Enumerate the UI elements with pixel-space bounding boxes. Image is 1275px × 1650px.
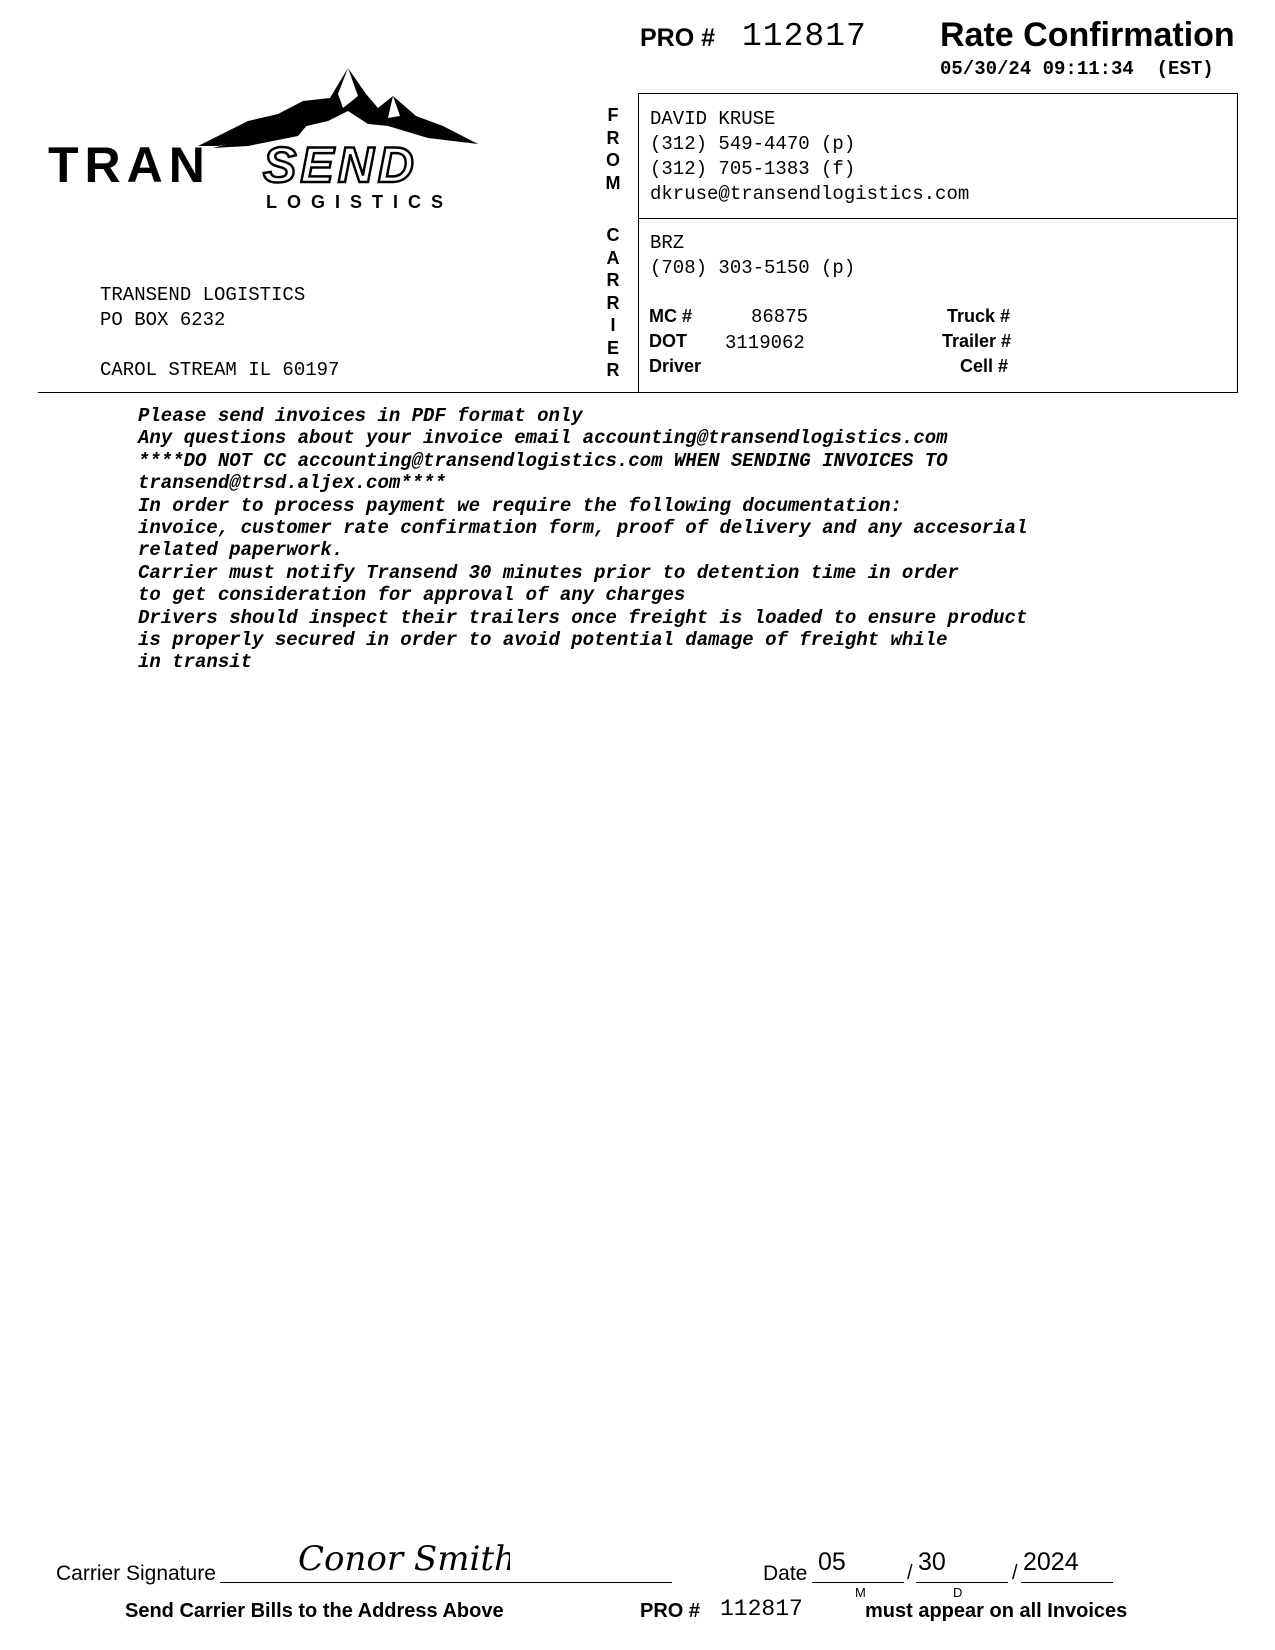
from-phone: (312) 549-4470 (p)	[650, 133, 856, 155]
date-label: Date	[763, 1562, 808, 1585]
pro-number: 112817	[742, 18, 867, 55]
dot-value: 3119062	[725, 332, 805, 354]
remit-address	[100, 283, 339, 383]
must-appear-note: must appear on all Invoices	[865, 1600, 1128, 1622]
logo-name-part2: SEND	[263, 137, 418, 193]
send-bills-note: Send Carrier Bills to the Address Above	[125, 1600, 504, 1622]
remit-city-state-zip: CAROL STREAM IL 60197	[100, 359, 340, 381]
from-email[interactable]: dkruse@transendlogistics.com	[650, 183, 970, 205]
carrier-signature[interactable]	[290, 1530, 510, 1586]
note-line: Please send invoices in PDF format only	[138, 405, 583, 427]
truck-label: Truck #	[947, 306, 1011, 326]
signature-name: Conor Smith	[298, 1539, 510, 1579]
carrier-phone: (708) 303-5150 (p)	[650, 257, 856, 279]
page-title: Rate Confirmation	[940, 16, 1235, 54]
note-line: related paperwork.	[138, 539, 344, 562]
carrier-name: BRZ	[650, 232, 685, 254]
note-line: Drivers should inspect their trailers once freight is loaded to ensure product	[138, 606, 1028, 629]
notes-block	[138, 405, 1027, 674]
header-rule	[38, 392, 1238, 393]
pro-label: PRO #	[640, 24, 716, 52]
date-month-sublabel: M	[855, 1585, 866, 1600]
date-year[interactable]: 2024	[1023, 1548, 1079, 1576]
note-line: in transit	[138, 651, 253, 674]
driver-label: Driver	[649, 356, 702, 376]
date-month-line	[812, 1582, 904, 1583]
note-line: invoice, customer rate confirmation form, proof of delivery and any accesorial	[138, 516, 1028, 539]
date-slash: /	[1012, 1562, 1018, 1584]
remit-line2: PO BOX 6232	[100, 309, 226, 331]
document-datetime: 05/30/24 09:11:34 (EST)	[940, 58, 1214, 80]
date-day[interactable]: 30	[918, 1548, 946, 1576]
trailer-label: Trailer #	[942, 331, 1012, 351]
note-line: ****DO NOT CC accounting@transendlogistics.com WHEN SENDING INVOICES TO	[138, 449, 948, 472]
mountain-logo-icon	[48, 66, 508, 226]
logo-name-part1: TRAN	[48, 137, 211, 193]
date-slash: /	[907, 1562, 913, 1584]
note-line: In order to process payment we require the following documentation:	[138, 494, 902, 517]
note-line: transend@trsd.aljex.com****	[138, 472, 446, 495]
signature-label: Carrier Signature	[56, 1562, 216, 1585]
cell-label: Cell #	[960, 356, 1009, 376]
footer-pro-number: 112817	[720, 1596, 803, 1622]
from-fax: (312) 705-1383 (f)	[650, 158, 856, 180]
carrier-vertical-label: C A R R I E R	[606, 225, 620, 380]
from-contact-name: DAVID KRUSE	[650, 108, 776, 130]
footer-pro-label: PRO #	[640, 1600, 701, 1622]
note-line: Any questions about your invoice email accounting@transendlogistics.com	[138, 427, 948, 450]
mc-value: 86875	[751, 306, 809, 328]
mc-label: MC #	[649, 306, 693, 326]
date-month[interactable]: 05	[818, 1548, 846, 1576]
note-line: is properly secured in order to avoid potential damage of freight while	[138, 628, 948, 651]
signature-line	[220, 1582, 672, 1583]
remit-line3	[100, 333, 339, 358]
date-day-sublabel: D	[953, 1585, 963, 1600]
date-year-line	[1021, 1582, 1113, 1583]
dot-label: DOT	[649, 331, 687, 351]
box-divider	[638, 218, 1238, 219]
from-vertical-label: F R O M	[605, 105, 621, 193]
date-day-line	[916, 1582, 1008, 1583]
note-line: to get consideration for approval of any charges	[138, 584, 686, 607]
logo-tagline: LOGISTICS	[266, 192, 454, 212]
note-line: Carrier must notify Transend 30 minutes prior to detention time in order	[138, 561, 959, 584]
remit-name: TRANSEND LOGISTICS	[100, 284, 306, 306]
company-logo	[48, 66, 508, 226]
